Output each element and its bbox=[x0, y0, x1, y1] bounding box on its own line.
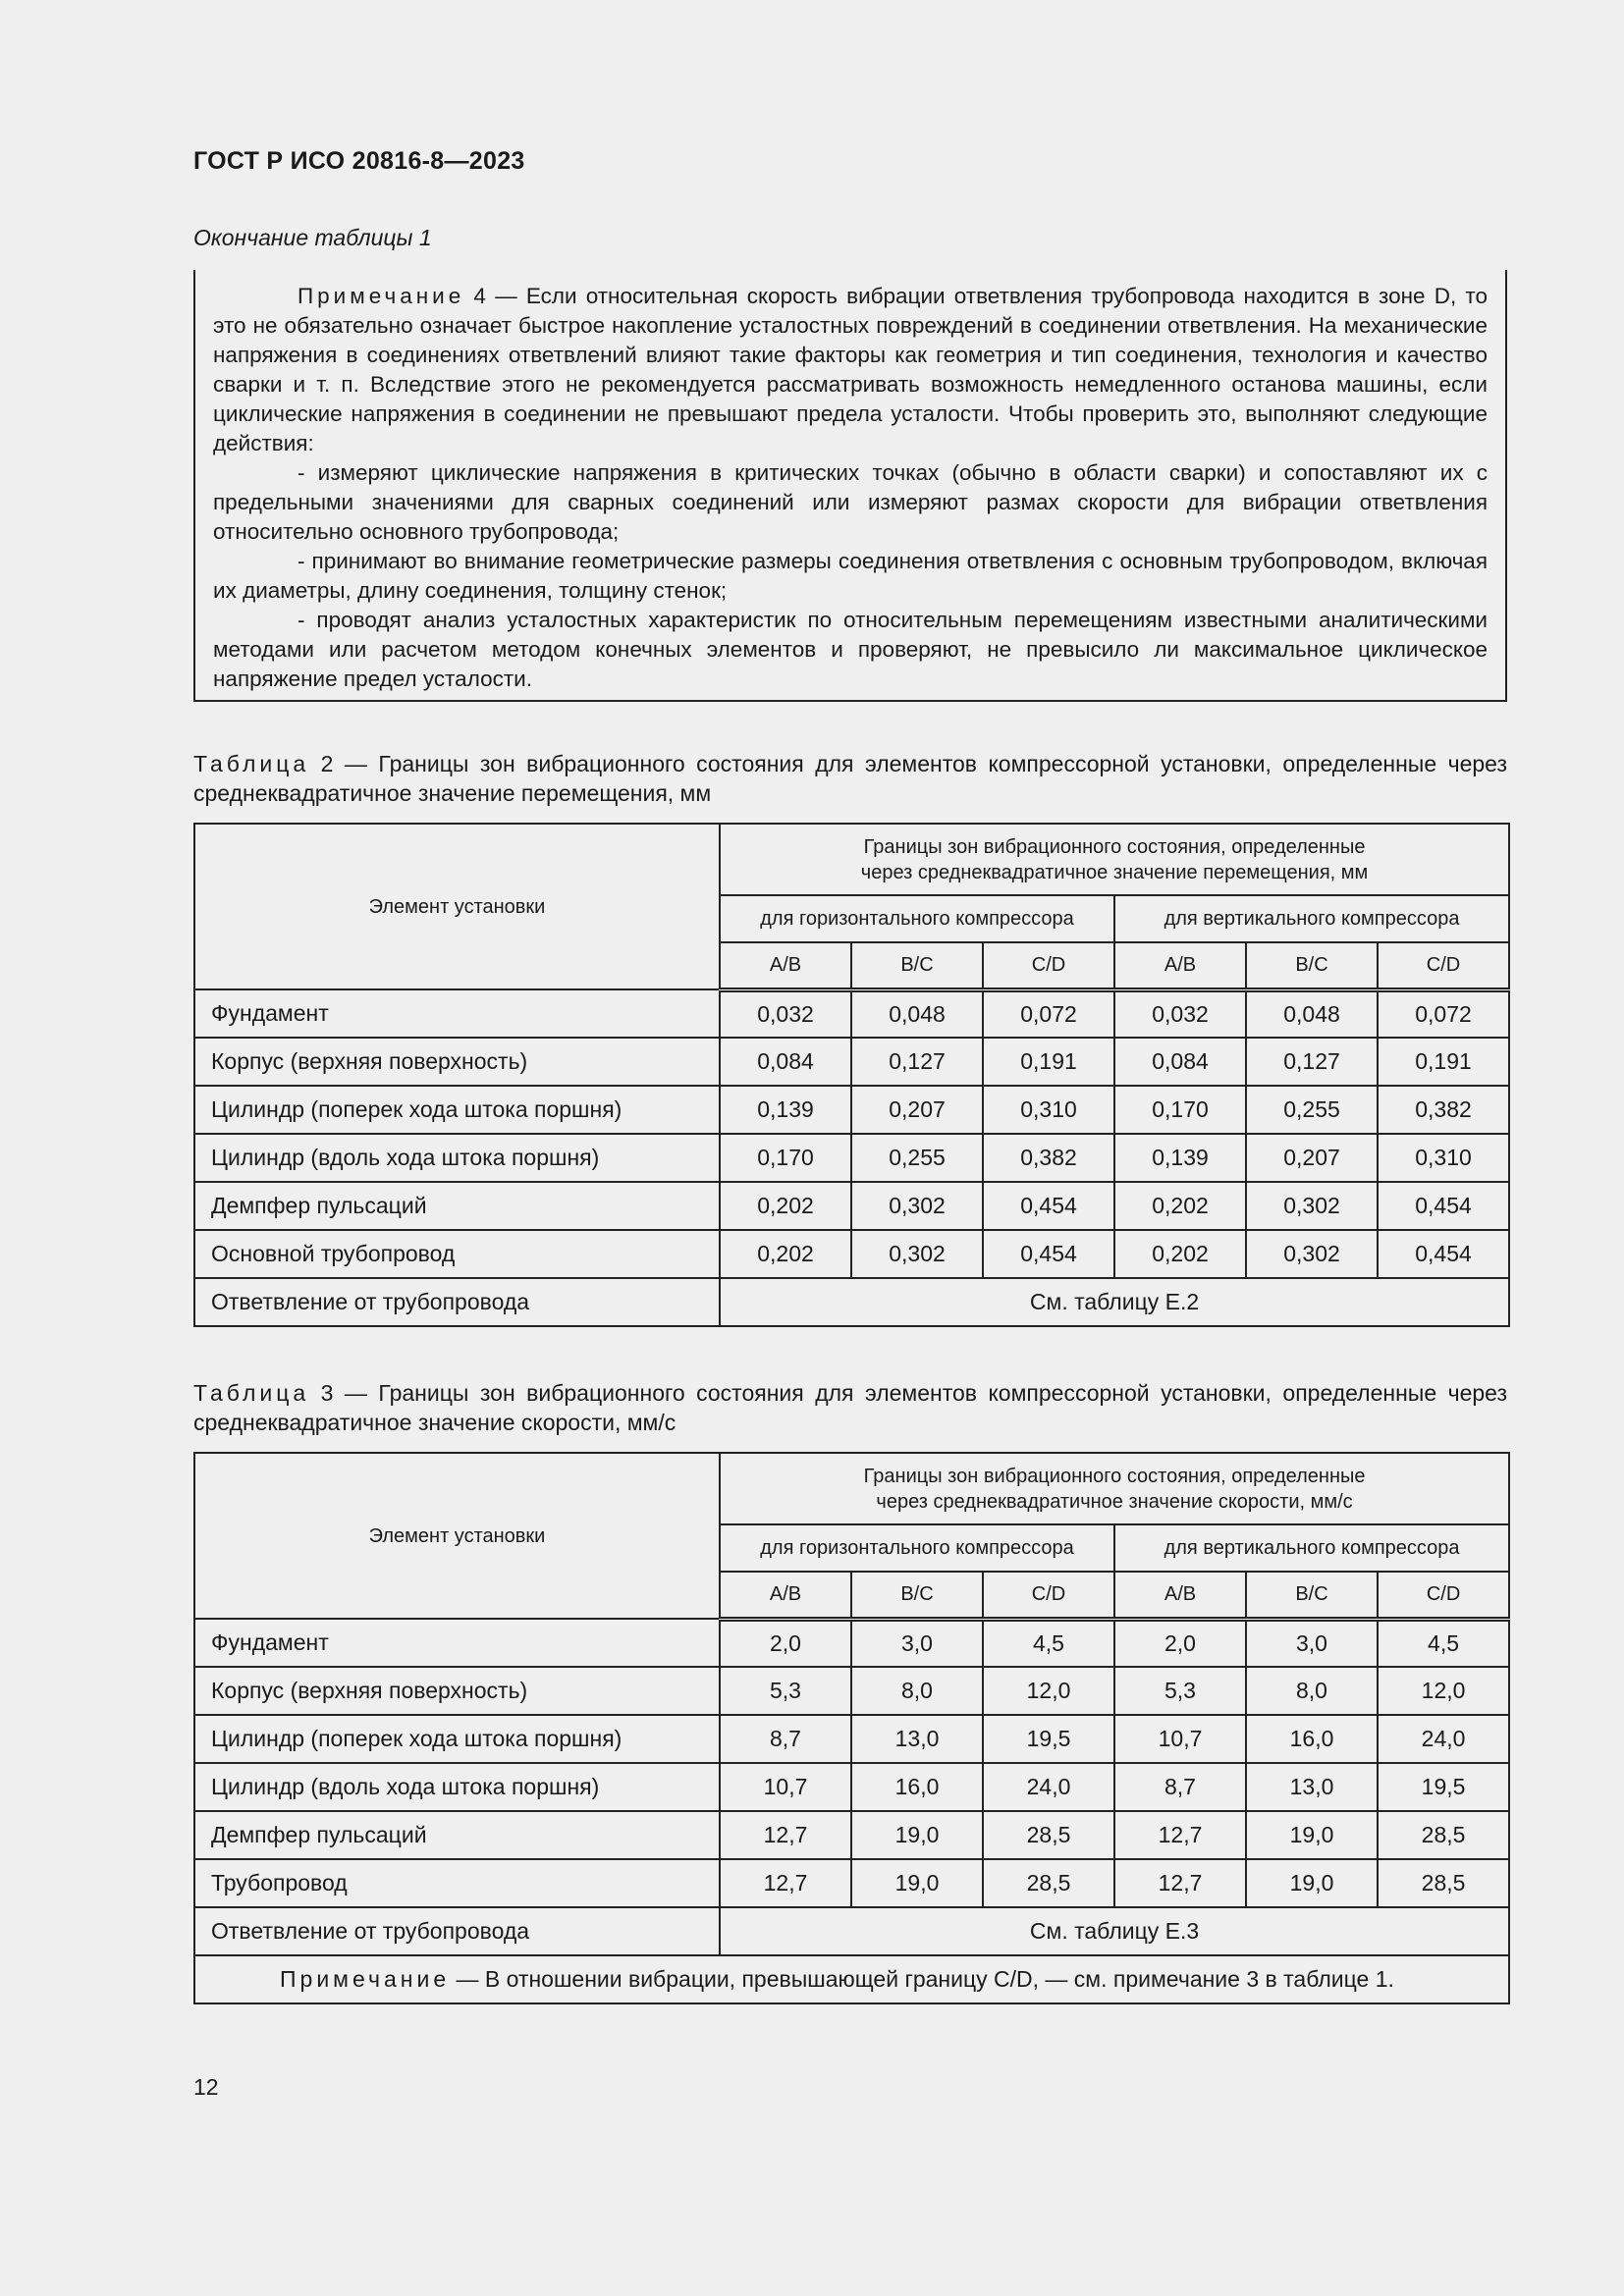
group-header-line: через среднеквадратичное значение перемещения, мм bbox=[860, 861, 1369, 883]
group-header-line: Границы зон вибрационного состояния, определенные bbox=[863, 1465, 1366, 1487]
table-3-caption-text: 3 — Границы зон вибрационного состояния для элементов компрессорной установки, определенные через среднеквадратичное значение скорости, мм/с bbox=[193, 1380, 1507, 1435]
document-header: ГОСТ Р ИСО 20816-8—2023 bbox=[193, 147, 525, 175]
group-header-line: Границы зон вибрационного состояния, определенные bbox=[863, 835, 1366, 858]
table-row bbox=[194, 1667, 1509, 1715]
value-cell: 0,382 bbox=[983, 1134, 1114, 1182]
note-label: Примечание bbox=[298, 284, 465, 308]
value-cell: 8,0 bbox=[1246, 1667, 1378, 1715]
page-number: 12 bbox=[193, 2074, 219, 2100]
row-element-name: Демпфер пульсаций bbox=[194, 1811, 720, 1859]
table-row bbox=[194, 1230, 1509, 1278]
column-header-vertical: для вертикального компрессора bbox=[1114, 895, 1509, 942]
value-cell: 0,191 bbox=[983, 1038, 1114, 1086]
note-4-box bbox=[193, 270, 1507, 702]
value-cell: 12,7 bbox=[1114, 1811, 1246, 1859]
note-4-item: - измеряют циклические напряжения в критических точках (обычно в области сварки) и сопоставляют их с предельными значениями для сварных соединений или измеряют размах скорости для вибрации ответвления относительно основного трубопровода; bbox=[213, 460, 1488, 544]
zone-header: A/B bbox=[720, 942, 851, 989]
table-3-note bbox=[194, 1955, 1509, 2003]
table-2-caption-label: Таблица bbox=[193, 751, 310, 776]
note-4-text: 4 — Если относительная скорость вибрации ответвления трубопровода находится в зоне D, то это не обязательно означает быстрое накопление усталостных повреждений в соединении ответвления. На механические напряжения в соединениях ответвлений влияют такие факторы как геометрия и тип соединения, технология и качество сварки и т. п. Вследствие этого не рекомендуется рассматривать возможность немедленного останова машины, если циклические напряжения в соединении не превышают предела усталости. Чтобы проверить это, выполняют следующие действия: bbox=[213, 284, 1488, 455]
value-cell: 0,139 bbox=[1114, 1134, 1246, 1182]
column-header-element: Элемент установки bbox=[194, 1453, 720, 1619]
value-cell: 8,7 bbox=[720, 1715, 851, 1763]
value-cell: 0,084 bbox=[720, 1038, 851, 1086]
value-cell: 0,048 bbox=[851, 989, 983, 1038]
zone-header: A/B bbox=[1114, 1572, 1246, 1619]
value-cell: 28,5 bbox=[1378, 1811, 1509, 1859]
row-element-name: Цилиндр (поперек хода штока поршня) bbox=[194, 1715, 720, 1763]
value-cell: 0,302 bbox=[1246, 1230, 1378, 1278]
value-cell: 3,0 bbox=[851, 1619, 983, 1667]
table-row bbox=[194, 1038, 1509, 1086]
value-cell: 0,170 bbox=[1114, 1086, 1246, 1134]
value-cell: 0,382 bbox=[1378, 1086, 1509, 1134]
value-cell: 13,0 bbox=[1246, 1763, 1378, 1811]
column-group-header bbox=[720, 1453, 1509, 1524]
value-cell: 5,3 bbox=[720, 1667, 851, 1715]
table-row bbox=[194, 1907, 1509, 1955]
value-cell: 13,0 bbox=[851, 1715, 983, 1763]
value-cell: 0,032 bbox=[1114, 989, 1246, 1038]
value-cell: 0,255 bbox=[1246, 1086, 1378, 1134]
value-cell: 10,7 bbox=[720, 1763, 851, 1811]
value-cell: 4,5 bbox=[983, 1619, 1114, 1667]
value-cell: 0,202 bbox=[1114, 1182, 1246, 1230]
zone-header: C/D bbox=[983, 1572, 1114, 1619]
table-row bbox=[194, 1715, 1509, 1763]
column-group-header bbox=[720, 824, 1509, 895]
value-cell: 0,170 bbox=[720, 1134, 851, 1182]
column-header-element: Элемент установки bbox=[194, 824, 720, 989]
table-row bbox=[194, 1811, 1509, 1859]
value-cell: 12,0 bbox=[983, 1667, 1114, 1715]
value-cell: 0,127 bbox=[851, 1038, 983, 1086]
value-cell: 5,3 bbox=[1114, 1667, 1246, 1715]
table-3 bbox=[193, 1452, 1510, 2004]
row-element-name: Ответвление от трубопровода bbox=[194, 1278, 720, 1326]
row-element-name: Ответвление от трубопровода bbox=[194, 1907, 720, 1955]
value-cell: 0,302 bbox=[1246, 1182, 1378, 1230]
value-cell: 2,0 bbox=[1114, 1619, 1246, 1667]
column-header-horizontal: для горизонтального компрессора bbox=[720, 895, 1114, 942]
value-cell: 12,7 bbox=[1114, 1859, 1246, 1907]
value-cell: 0,302 bbox=[851, 1182, 983, 1230]
value-cell: 0,127 bbox=[1246, 1038, 1378, 1086]
value-cell: 19,0 bbox=[851, 1859, 983, 1907]
row-element-name: Цилиндр (вдоль хода штока поршня) bbox=[194, 1763, 720, 1811]
table-row bbox=[194, 1619, 1509, 1667]
row-reference: См. таблицу Е.2 bbox=[720, 1278, 1509, 1326]
row-element-name: Основной трубопровод bbox=[194, 1230, 720, 1278]
table-2-caption bbox=[193, 749, 1507, 808]
table-3-caption-label: Таблица bbox=[193, 1380, 310, 1406]
row-element-name: Цилиндр (вдоль хода штока поршня) bbox=[194, 1134, 720, 1182]
row-element-name: Корпус (верхняя поверхность) bbox=[194, 1038, 720, 1086]
row-element-name: Демпфер пульсаций bbox=[194, 1182, 720, 1230]
table-3-body bbox=[194, 1619, 1509, 1907]
row-element-name: Трубопровод bbox=[194, 1859, 720, 1907]
table-row bbox=[194, 1134, 1509, 1182]
row-reference: См. таблицу Е.3 bbox=[720, 1907, 1509, 1955]
table-2-caption-text: 2 — Границы зон вибрационного состояния для элементов компрессорной установки, определенные через среднеквадратичное значение перемещения, мм bbox=[193, 751, 1507, 806]
value-cell: 28,5 bbox=[983, 1811, 1114, 1859]
value-cell: 16,0 bbox=[1246, 1715, 1378, 1763]
table-continuation-label: Окончание таблицы 1 bbox=[193, 225, 432, 250]
value-cell: 0,191 bbox=[1378, 1038, 1509, 1086]
value-cell: 4,5 bbox=[1378, 1619, 1509, 1667]
row-element-name: Корпус (верхняя поверхность) bbox=[194, 1667, 720, 1715]
value-cell: 0,255 bbox=[851, 1134, 983, 1182]
group-header-line: через среднеквадратичное значение скорости, мм/с bbox=[876, 1490, 1353, 1513]
value-cell: 12,7 bbox=[720, 1859, 851, 1907]
note-text: — В отношении вибрации, превышающей границу C/D, — см. примечание 3 в таблице 1. bbox=[450, 1966, 1394, 1992]
column-header-horizontal: для горизонтального компрессора bbox=[720, 1524, 1114, 1572]
note-label: Примечание bbox=[280, 1966, 451, 1992]
table-row bbox=[194, 989, 1509, 1038]
value-cell: 0,084 bbox=[1114, 1038, 1246, 1086]
zone-header: B/C bbox=[851, 1572, 983, 1619]
value-cell: 19,0 bbox=[1246, 1811, 1378, 1859]
table-row bbox=[194, 1278, 1509, 1326]
zone-header: B/C bbox=[851, 942, 983, 989]
value-cell: 12,7 bbox=[720, 1811, 851, 1859]
value-cell: 2,0 bbox=[720, 1619, 851, 1667]
value-cell: 24,0 bbox=[1378, 1715, 1509, 1763]
value-cell: 0,202 bbox=[1114, 1230, 1246, 1278]
value-cell: 28,5 bbox=[983, 1859, 1114, 1907]
table-row bbox=[194, 1859, 1509, 1907]
zone-header: C/D bbox=[1378, 1572, 1509, 1619]
value-cell: 0,454 bbox=[1378, 1182, 1509, 1230]
value-cell: 19,5 bbox=[1378, 1763, 1509, 1811]
table-3-caption bbox=[193, 1378, 1507, 1437]
value-cell: 0,072 bbox=[1378, 989, 1509, 1038]
value-cell: 0,139 bbox=[720, 1086, 851, 1134]
value-cell: 10,7 bbox=[1114, 1715, 1246, 1763]
value-cell: 0,202 bbox=[720, 1230, 851, 1278]
row-element-name: Фундамент bbox=[194, 989, 720, 1038]
value-cell: 19,0 bbox=[851, 1811, 983, 1859]
zone-header: C/D bbox=[1378, 942, 1509, 989]
value-cell: 0,048 bbox=[1246, 989, 1378, 1038]
value-cell: 0,454 bbox=[983, 1230, 1114, 1278]
note-4-paragraph bbox=[213, 282, 1488, 458]
value-cell: 0,302 bbox=[851, 1230, 983, 1278]
note-4-item: - проводят анализ усталостных характеристик по относительным перемещениям известными аналитическими методами или расчетом методом конечных элементов и проверяют, не превысило ли максимальное циклическое напряжение предел усталости. bbox=[213, 608, 1488, 691]
value-cell: 19,0 bbox=[1246, 1859, 1378, 1907]
table-2 bbox=[193, 823, 1510, 1327]
value-cell: 0,072 bbox=[983, 989, 1114, 1038]
table-row bbox=[194, 1763, 1509, 1811]
column-header-vertical: для вертикального компрессора bbox=[1114, 1524, 1509, 1572]
zone-header: B/C bbox=[1246, 1572, 1378, 1619]
zone-header: C/D bbox=[983, 942, 1114, 989]
value-cell: 8,7 bbox=[1114, 1763, 1246, 1811]
value-cell: 0,310 bbox=[1378, 1134, 1509, 1182]
table-2-body bbox=[194, 989, 1509, 1278]
value-cell: 0,454 bbox=[1378, 1230, 1509, 1278]
table-row bbox=[194, 1182, 1509, 1230]
zone-header: A/B bbox=[720, 1572, 851, 1619]
value-cell: 16,0 bbox=[851, 1763, 983, 1811]
value-cell: 0,310 bbox=[983, 1086, 1114, 1134]
value-cell: 0,454 bbox=[983, 1182, 1114, 1230]
table-row bbox=[194, 1086, 1509, 1134]
value-cell: 3,0 bbox=[1246, 1619, 1378, 1667]
note-4-item: - принимают во внимание геометрические размеры соединения ответвления с основным трубопроводом, включая их диаметры, длину соединения, толщину стенок; bbox=[213, 549, 1488, 603]
zone-header: B/C bbox=[1246, 942, 1378, 989]
row-element-name: Цилиндр (поперек хода штока поршня) bbox=[194, 1086, 720, 1134]
value-cell: 0,207 bbox=[1246, 1134, 1378, 1182]
value-cell: 8,0 bbox=[851, 1667, 983, 1715]
value-cell: 19,5 bbox=[983, 1715, 1114, 1763]
table-note-row bbox=[194, 1955, 1509, 2003]
value-cell: 0,202 bbox=[720, 1182, 851, 1230]
value-cell: 12,0 bbox=[1378, 1667, 1509, 1715]
value-cell: 24,0 bbox=[983, 1763, 1114, 1811]
value-cell: 0,207 bbox=[851, 1086, 983, 1134]
row-element-name: Фундамент bbox=[194, 1619, 720, 1667]
zone-header: A/B bbox=[1114, 942, 1246, 989]
value-cell: 28,5 bbox=[1378, 1859, 1509, 1907]
value-cell: 0,032 bbox=[720, 989, 851, 1038]
